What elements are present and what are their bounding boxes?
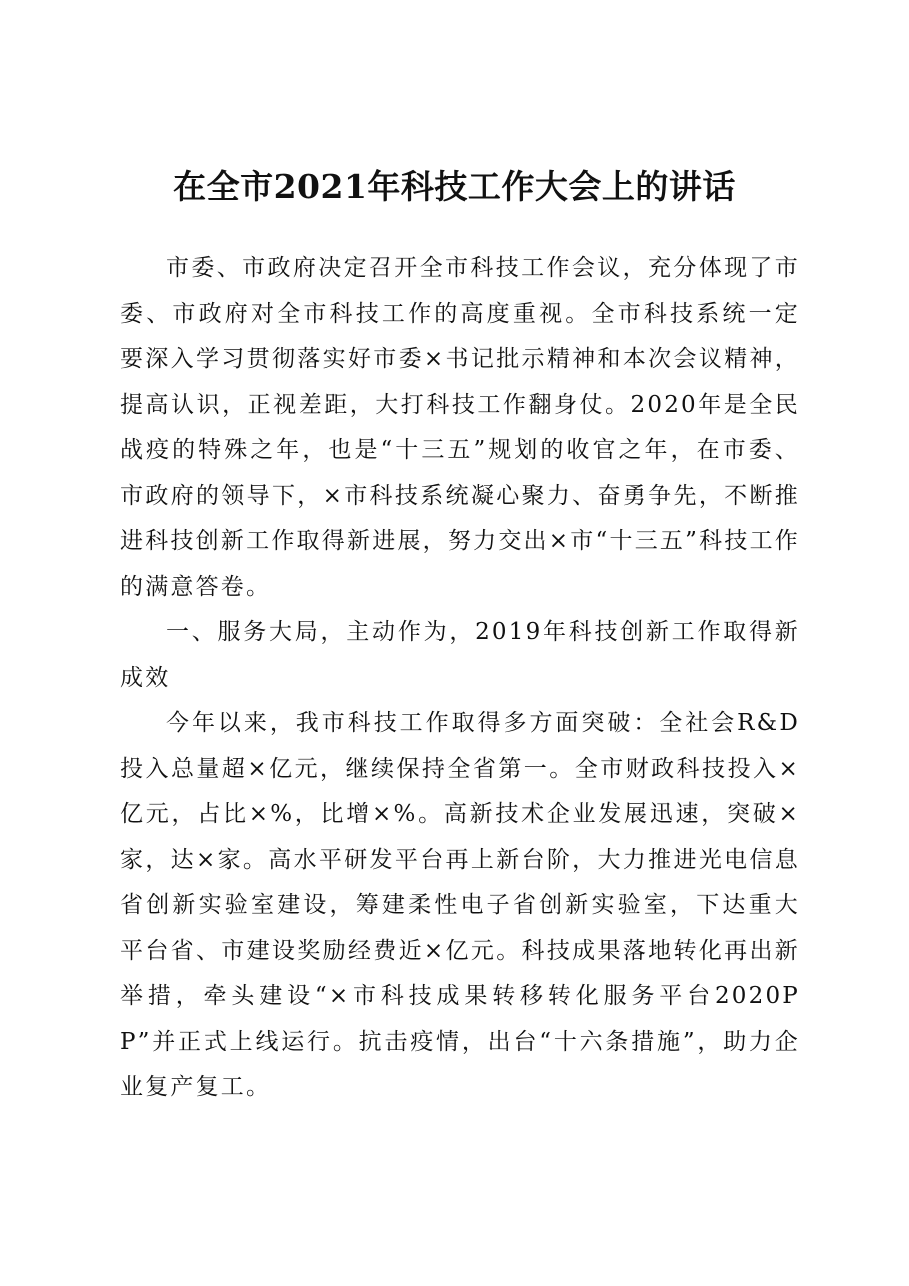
- section-heading-1: 一、服务大局，主动作为，2019年科技创新工作取得新成效: [120, 619, 800, 691]
- document-title: 在全市2021年科技工作大会上的讲话: [173, 167, 736, 206]
- paragraph-intro: 市委、市政府决定召开全市科技工作会议，充分体现了市委、市政府对全市科技工作的高度重视。全市科技系统一定要深入学习贯彻落实好市委×书记批示精神和本次会议精神，提高认识，正视差距，大打科技工作翻身仗。2020年是全民战疫的特殊之年，也是“十三五”规划的收官之年，在市委、市政府的领导下，×市科技系统凝心聚力、奋勇争先，不断推进科技创新工作取得新进展，努力交出×市“十三五”科技工作的满意答卷。: [120, 255, 800, 600]
- paragraph-achievements: 今年以来，我市科技工作取得多方面突破：全社会R&D投入总量超×亿元，继续保持全省第一。全市财政科技投入×亿元，占比×%，比增×%。高新技术企业发展迅速，突破×家，达×家。高水平研发平台再上新台阶，大力推进光电信息省创新实验室建设，筹建柔性电子省创新实验室，下达重大平台省、市建设奖励经费近×亿元。科技成果落地转化再出新举措，牵头建设“×市科技成果转移转化服务平台2020PP”并正式上线运行。抗击疫情，出台“十六条措施”，助力企业复产复工。: [120, 710, 800, 1100]
- document-body: [120, 246, 800, 1111]
